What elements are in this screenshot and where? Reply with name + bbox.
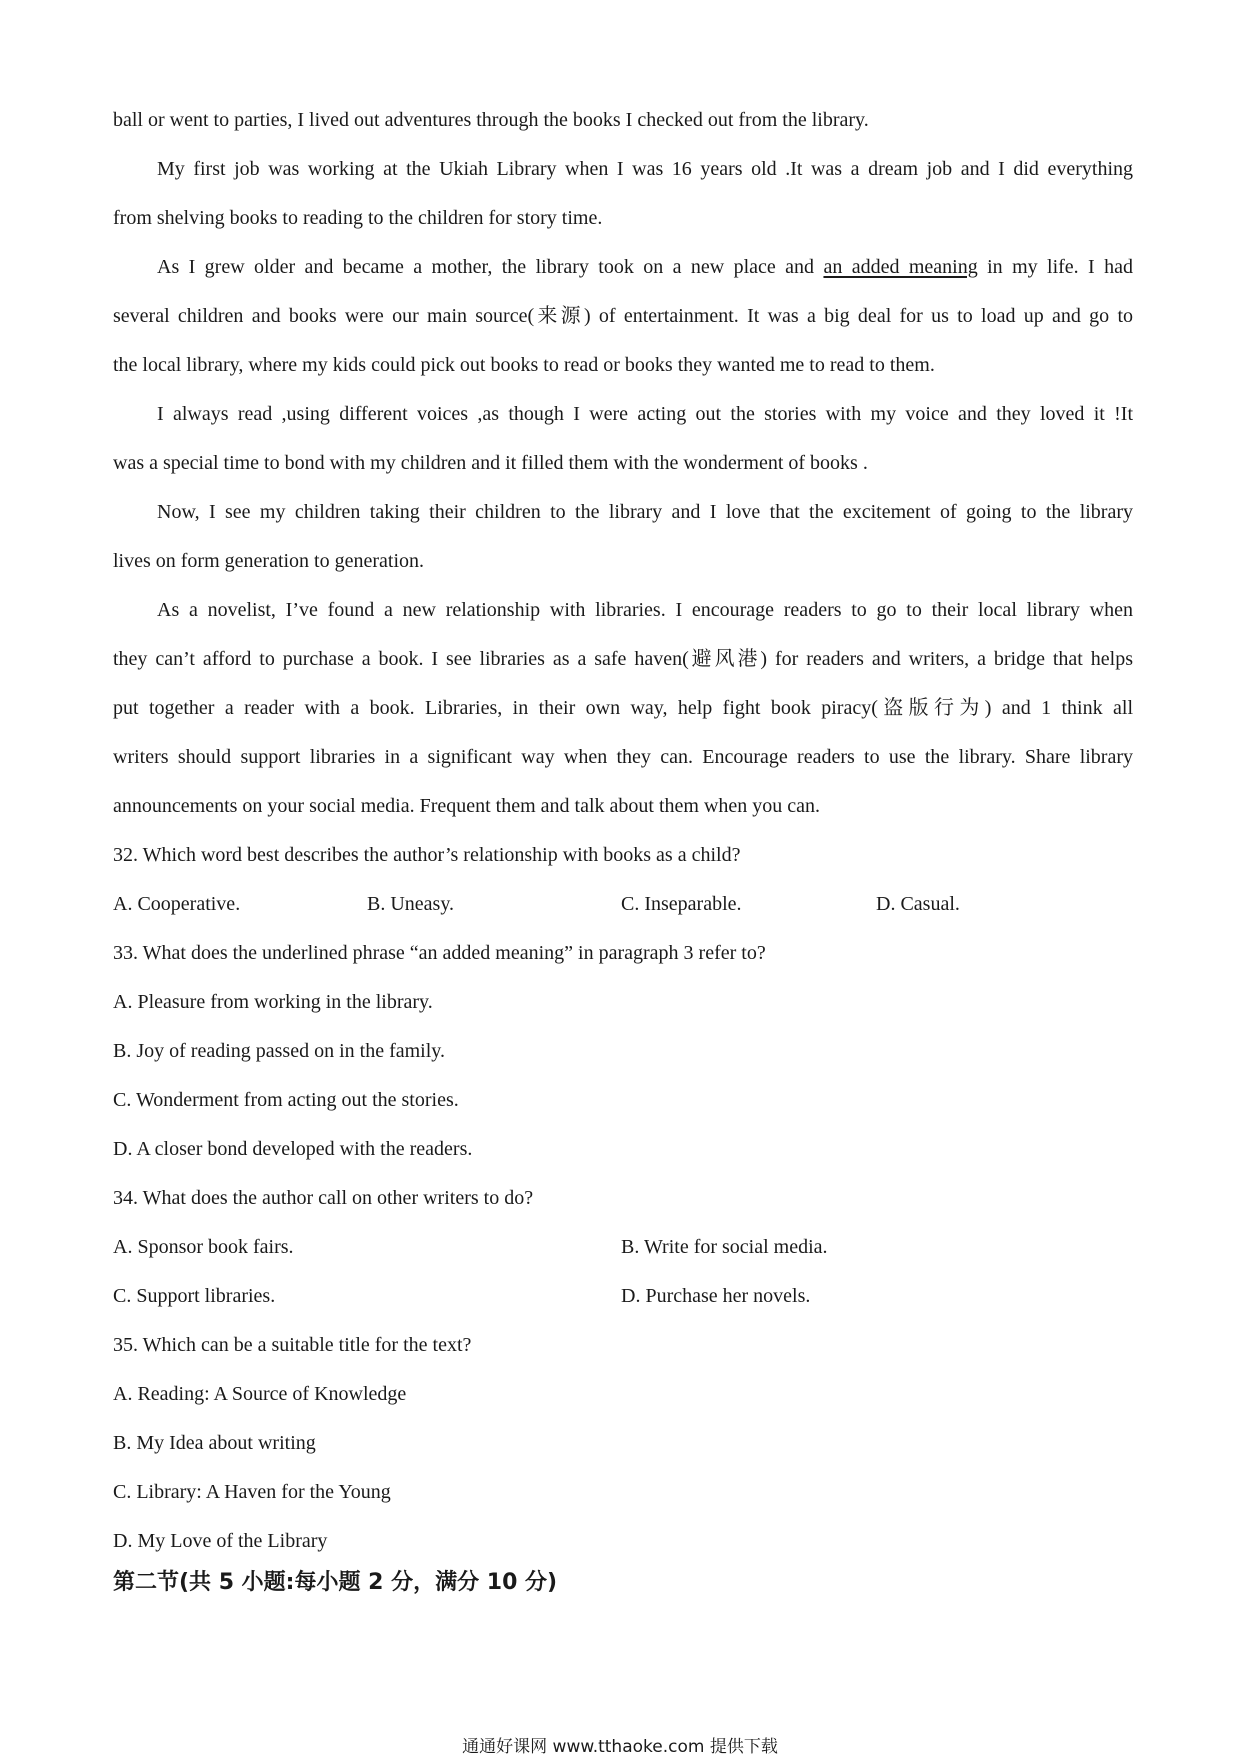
passage-line: put together a reader with a book. Libraries, in their own way, help fight book piracy(盗版行为) and 1 think all (113, 697, 1133, 719)
question-34-stem: 34. What does the author call on other writers to do? (113, 1187, 534, 1209)
q32-option-b: B. Uneasy. (367, 893, 455, 915)
passage-text: As I grew older and became a mother, the library took on a new place and (157, 256, 824, 278)
passage-line: I always read ,using different voices ,as though I were acting out the stories with my voice and they loved it !It (157, 403, 1133, 425)
passage-line: lives on form generation to generation. (113, 550, 425, 572)
q33-option-b: B. Joy of reading passed on in the family. (113, 1040, 445, 1062)
passage-line: writers should support libraries in a significant way when they can. Encourage readers to use the library. Share library (113, 746, 1133, 768)
q35-option-a: A. Reading: A Source of Knowledge (113, 1383, 407, 1405)
question-35-stem: 35. Which can be a suitable title for the text? (113, 1334, 472, 1356)
passage-line: announcements on your social media. Frequent them and talk about them when you can. (113, 795, 821, 817)
q33-option-c: C. Wonderment from acting out the stories. (113, 1089, 459, 1111)
passage-line: the local library, where my kids could pick out books to read or books they wanted me to read to them. (113, 354, 935, 376)
q33-option-a: A. Pleasure from working in the library. (113, 991, 433, 1013)
q33-option-d: D. A closer bond developed with the readers. (113, 1138, 473, 1160)
passage-line: several children and books were our main source(来源) of entertainment. It was a big deal for us to load up and go to (113, 305, 1133, 327)
passage-text: in my life. I had (977, 256, 1133, 278)
passage-line: Now, I see my children taking their children to the library and I love that the excitement of going to the library (157, 501, 1133, 523)
q35-option-b: B. My Idea about writing (113, 1432, 316, 1454)
q32-option-a: A. Cooperative. (113, 893, 241, 915)
q35-option-d: D. My Love of the Library (113, 1530, 328, 1552)
question-32-stem: 32. Which word best describes the author’s relationship with books as a child? (113, 844, 741, 866)
passage-line: was a special time to bond with my children and it filled them with the wonderment of books . (113, 452, 868, 474)
passage-line: they can’t afford to purchase a book. I see libraries as a safe haven(避风港) for readers and writers, a bridge that helps (113, 648, 1133, 670)
q34-option-c: C. Support libraries. (113, 1285, 276, 1307)
q35-option-c: C. Library: A Haven for the Young (113, 1481, 391, 1503)
section-heading: 第二节(共 5 小题:每小题 2 分，满分 10 分) (113, 1570, 558, 1595)
underlined-phrase: an added meaning (823, 256, 978, 278)
passage-line: ball or went to parties, I lived out adventures through the books I checked out from the library. (113, 109, 869, 131)
question-33-stem: 33. What does the underlined phrase “an added meaning” in paragraph 3 refer to? (113, 942, 766, 964)
passage-line: My first job was working at the Ukiah Library when I was 16 years old .It was a dream job and I did everything (157, 158, 1133, 180)
page-footer: 通通好课网 www.tthaoke.com 提供下载 (462, 1737, 778, 1757)
q32-option-d: D. Casual. (876, 893, 960, 915)
passage-line (157, 253, 1133, 281)
q34-option-b: B. Write for social media. (621, 1236, 828, 1258)
q34-option-d: D. Purchase her novels. (621, 1285, 811, 1307)
q34-option-a: A. Sponsor book fairs. (113, 1236, 294, 1258)
passage-line: As a novelist, I’ve found a new relationship with libraries. I encourage readers to go to their local library when (157, 599, 1133, 621)
passage-line: from shelving books to reading to the children for story time. (113, 207, 603, 229)
q32-option-c: C. Inseparable. (621, 893, 742, 915)
